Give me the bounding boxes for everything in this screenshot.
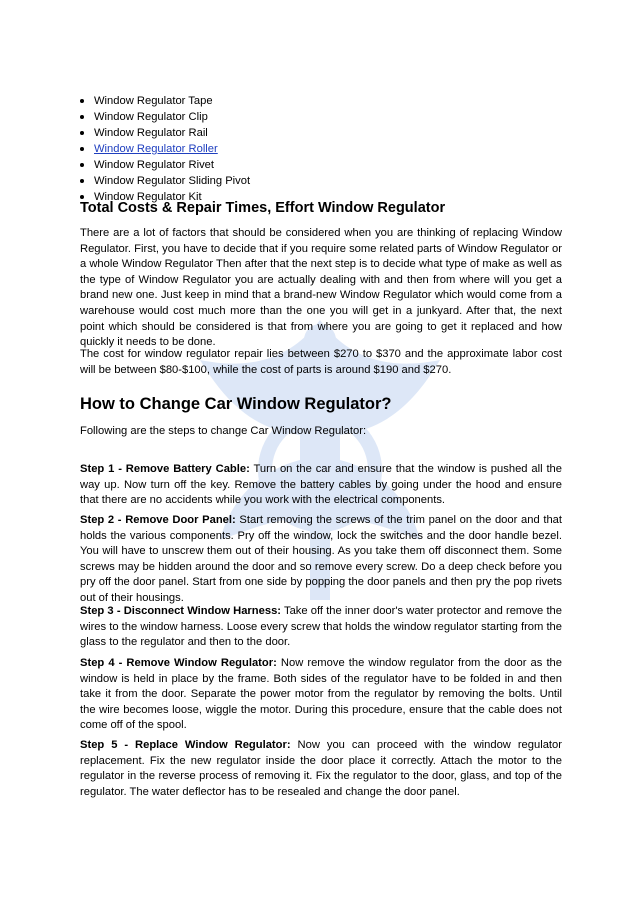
list-item — [80, 109, 562, 125]
step-title: Step 4 - Remove Window Regulator: — [80, 657, 277, 669]
list-item — [80, 125, 562, 141]
parts-list — [80, 93, 562, 205]
change-regulator-heading: How to Change Car Window Regulator? — [80, 395, 392, 413]
bullet-icon — [80, 179, 84, 183]
step-title: Step 3 - Disconnect Window Harness: — [80, 605, 282, 617]
list-item — [80, 173, 562, 189]
bullet-icon — [80, 131, 84, 135]
step-text: Turn on the car and ensure that the window is pushed all the way up. Now turn off the key. Remove the battery cables by going under the hood and ensure that there are no accidents while you work with the electrical components. — [80, 463, 563, 507]
list-item-label: Window Regulator Clip — [94, 111, 208, 123]
step-2 — [80, 513, 562, 607]
list-item-label: Window Regulator Tape — [94, 95, 213, 107]
bullet-icon — [80, 115, 84, 119]
step-text: Now you can proceed with the window regulator replacement. Fix the new regulator inside the door place it correctly. Attach the motor to the regulator in the reverse process of removing it. Fix the regulator to the door, glass, and top of the regulator. The water deflector has to be resealed and change the door panel. — [80, 739, 562, 798]
bullet-icon — [80, 163, 84, 167]
step-text: Take off the inner door's water protector and remove the wires to the window harness. Loose every screw that holds the window regulator starting from the glass to the regulator and then to the door. — [80, 605, 562, 649]
step-title: Step 2 - Remove Door Panel: — [80, 514, 236, 526]
step-text: Now remove the window regulator from the door as the window is held in place by the frame. Both sides of the regulator have to be folded in and then take it from the door. Separate the power motor from the regulator by removing the bolts. Until the wire becomes loose, wiggle the motor. During this procedure, ensure that the cable does not come off of the spool. — [80, 657, 562, 732]
step-4 — [80, 656, 562, 734]
bullet-icon — [80, 147, 84, 151]
step-3 — [80, 604, 562, 651]
step-title: Step 5 - Replace Window Regulator: — [80, 739, 291, 751]
list-item-label: Window Regulator Rivet — [94, 159, 215, 171]
costs-heading: Total Costs & Repair Times, Effort Window Regulator — [80, 200, 446, 216]
list-item-label: Window Regulator Sliding Pivot — [94, 175, 251, 187]
list-item — [80, 141, 562, 157]
step-title: Step 1 - Remove Battery Cable: — [80, 463, 250, 475]
cost-range-paragraph: The cost for window regulator repair lies between $270 to $370 and the approximate labor cost will be between $80-$100, while the cost of parts is around $190 and $270. — [80, 348, 562, 376]
list-item — [80, 157, 562, 173]
list-item — [80, 93, 562, 109]
step-5 — [80, 738, 562, 800]
steps-intro: Following are the steps to change Car Window Regulator: — [80, 425, 367, 437]
step-1 — [80, 462, 562, 509]
bullet-icon — [80, 99, 84, 103]
window-regulator-roller-link[interactable]: Window Regulator Roller — [94, 143, 218, 155]
step-text: Start removing the screws of the trim panel on the door and that holds the various components. Pry off the window, lock the switches and the door handle bezel. You will have to unscrew them out of their housing. As you take them off disconnect them. Some screws may be hidden around the door and so remove every screw. Do a deep check before you pry off the door panel. Start from one side by popping the door panels and then pry the pop rivets out of their housings. — [80, 514, 563, 604]
costs-paragraph: There are a lot of factors that should be considered when you are thinking of replacing Window Regulator. First, you have to decide that if you require some related parts of Window Regulator or a whole Window Regulator Then after that the next step is to decide what type of make as well as the type of Window Regulator you are actually dealing with and then from where will you get a brand new one. Just keep in mind that a brand-new Window Regulator which would come from a warehouse would cost much more than the one you will get in a junkyard. After that, the next point which should be considered is that from where you are going to get it replaced and how quickly it needs to be done. — [80, 227, 562, 349]
list-item-label: Window Regulator Kit — [94, 191, 202, 203]
list-item-label: Window Regulator Rail — [94, 127, 208, 139]
